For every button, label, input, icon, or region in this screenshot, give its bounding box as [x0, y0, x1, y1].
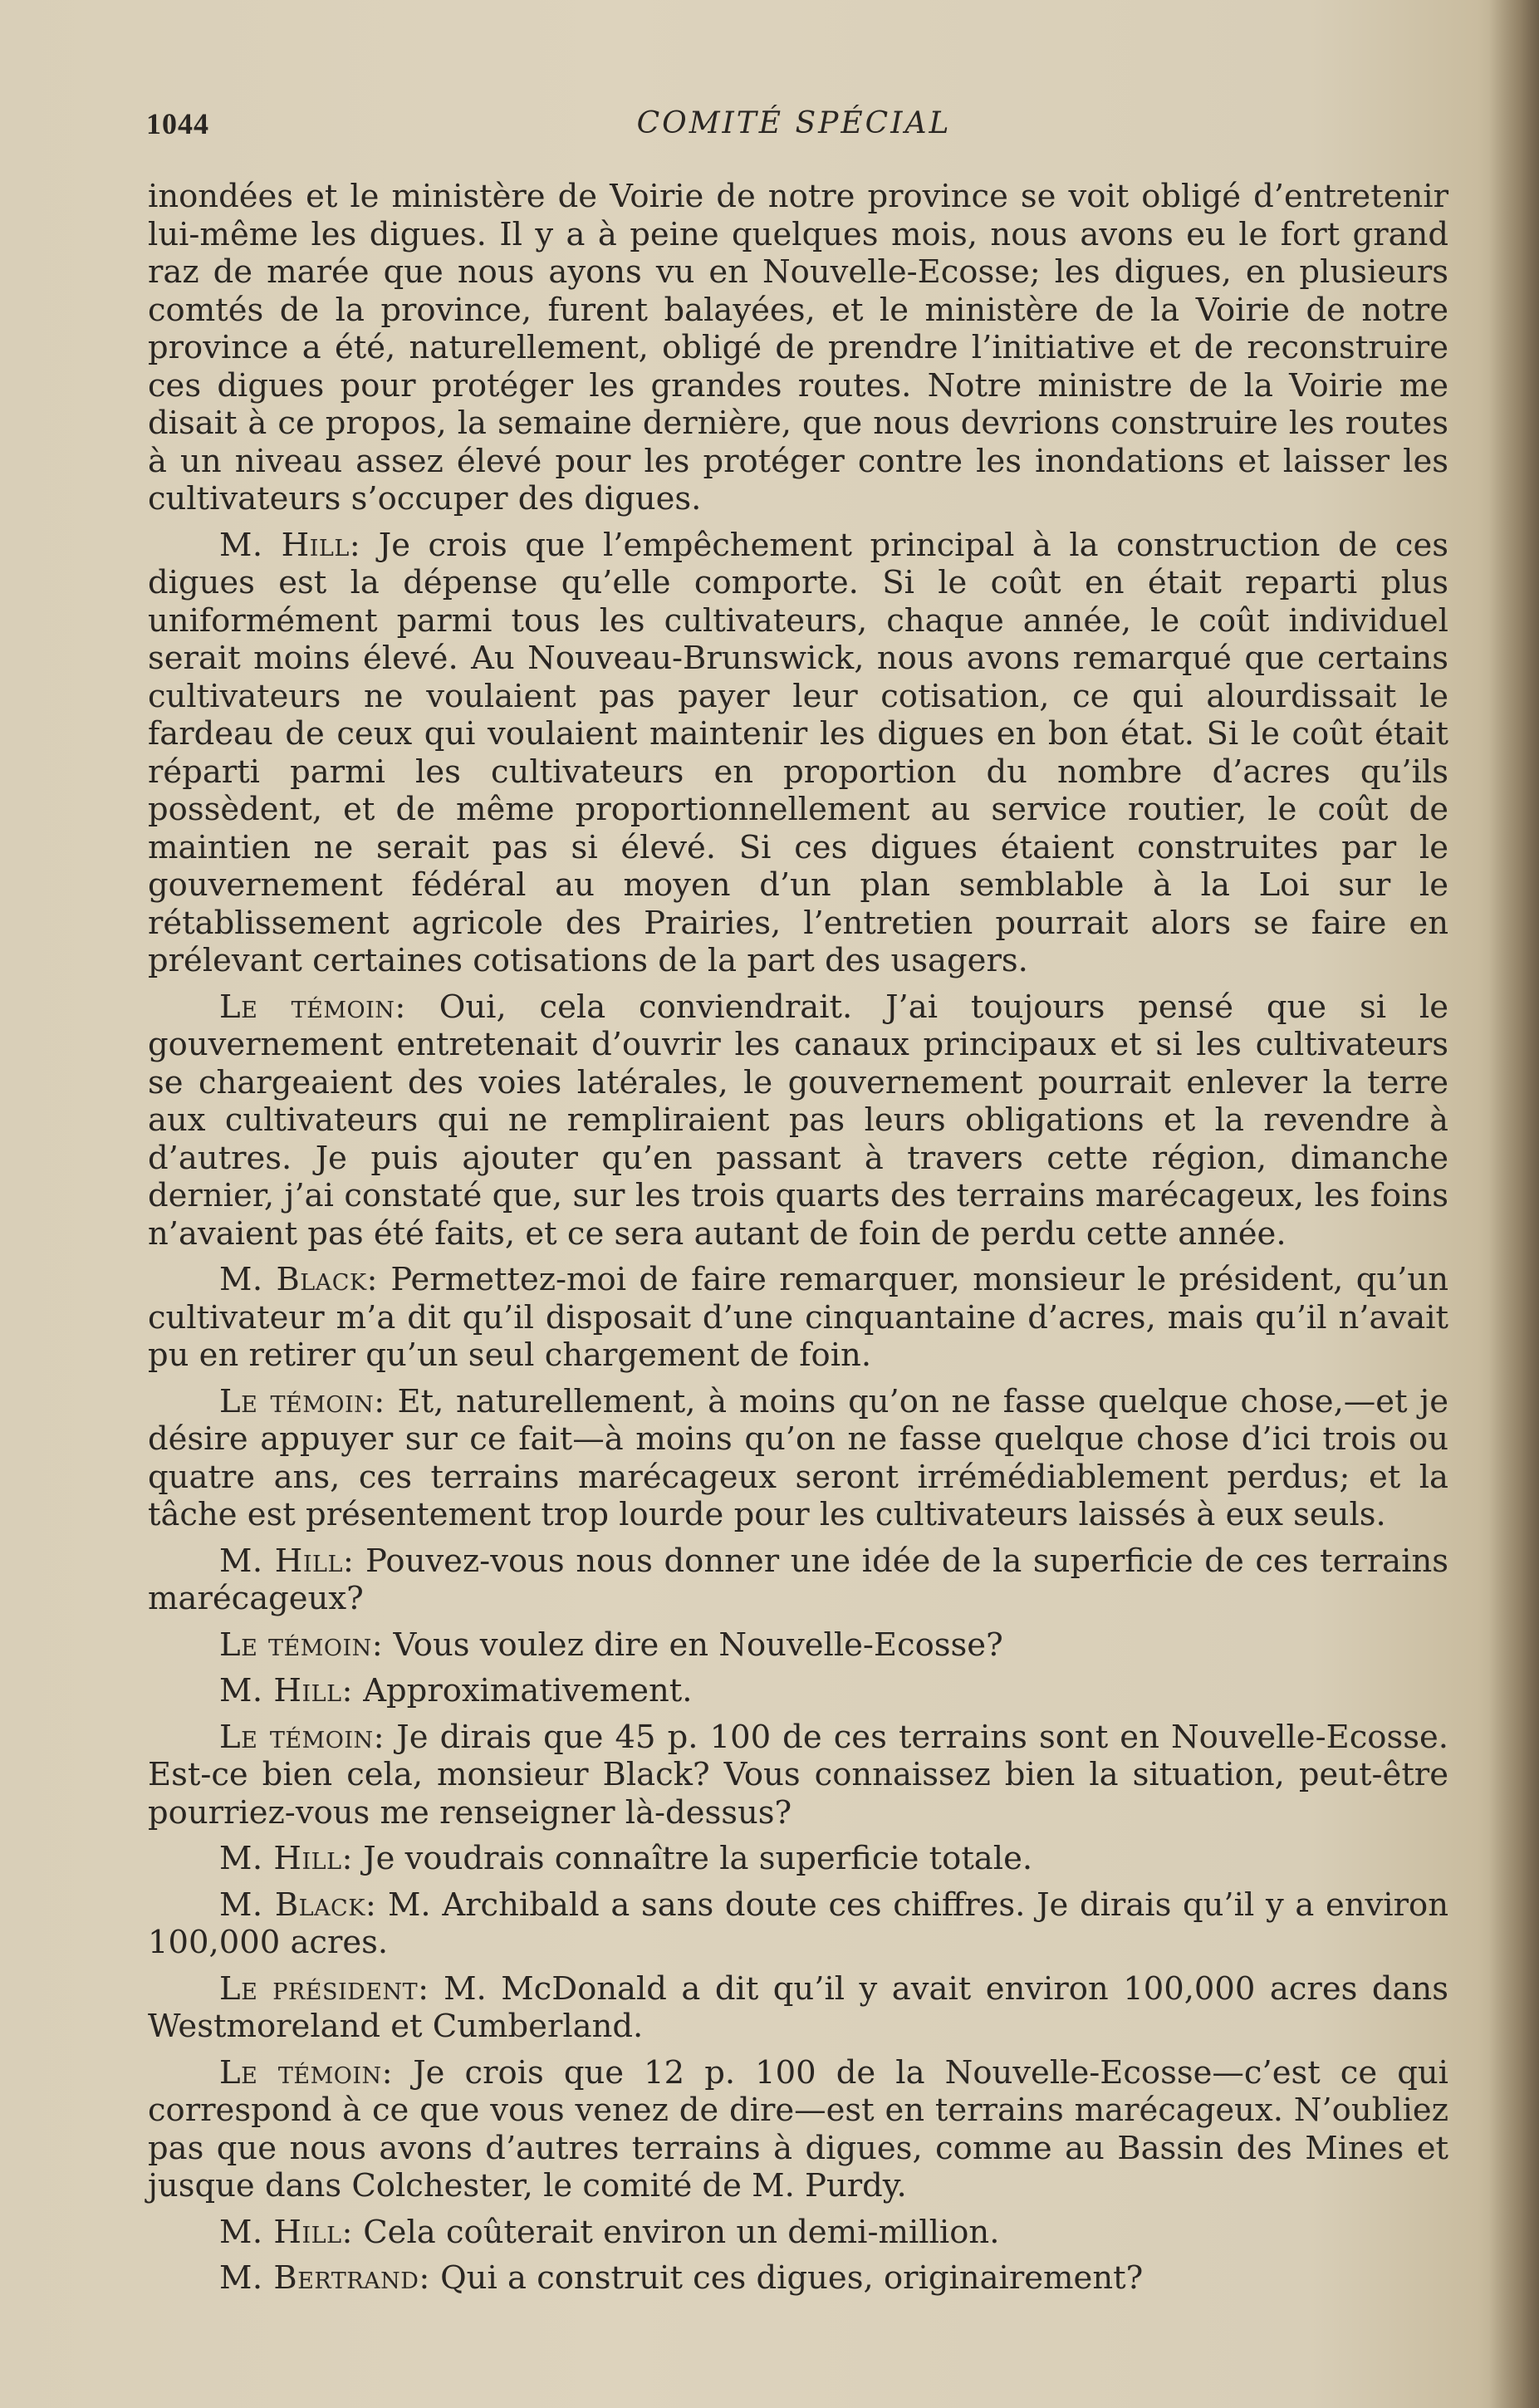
speaker-label: M. Black:: [219, 1261, 379, 1298]
paragraph: [148, 1542, 1448, 1618]
paragraph: [148, 1719, 1448, 1832]
paragraph: [148, 988, 1448, 1253]
speaker-label: M. Bertrand:: [219, 2259, 430, 2297]
paragraph: [148, 1626, 1448, 1665]
paragraph: [148, 178, 1448, 518]
speaker-label: Le témoin:: [219, 1718, 385, 1756]
speaker-label: Le président:: [219, 1969, 429, 2008]
paragraph: [148, 1970, 1448, 2046]
paragraph-text: Cela coûterait environ un demi-million.: [363, 2213, 1000, 2251]
paragraph-text: Pouvez-vous nous donner une idée de la superficie de ces terrains marécageux?: [148, 1542, 1449, 1617]
paragraph-text: Je crois que l’empêchement principal à la construction de ces digues est la dépense qu’elle comporte. Si le coût en était reparti plus uniformément parmi tous les cultivateurs, chaque année, le coût individuel serait moins élevé. Au Nouveau-Brunswick, nous avons remarqué que certains cultivateurs ne voulaient pas payer leur cotisation, ce qui alourdissait le fardeau de ceux qui voulaient maintenir les digues en bon état. Si le coût était réparti parmi les cultivateurs en proportion du nombre d’acres qu’ils possèdent, et de même proportionnellement au service routier, le coût de maintien ne serait pas si élevé. Si ces digues étaient construites par le gouvernement fédéral au moyen d’un plan semblable à la Loi sur le rétablissement agricole des Prairies, l’entretien pourrait alors se faire en prélevant certaines cotisations de la part des usagers.: [148, 526, 1448, 979]
paragraph-text: Je voudrais connaître la superficie totale.: [363, 1840, 1033, 1877]
paragraph-text: Je crois que 12 p. 100 de la Nouvelle-Ecosse—c’est ce qui correspond à ce que vous venez de dire—est en terrains marécageux. N’oubliez pas que nous avons d’autres terrains à digues, comme au Bassin des Mines et jusque dans Colchester, le comité de M. Purdy.: [148, 2053, 1448, 2204]
speaker-label: Le témoin:: [219, 1626, 384, 1664]
speaker-label: M. Hill:: [219, 526, 361, 564]
paragraph: [148, 1672, 1448, 1710]
speaker-label: Le témoin:: [219, 988, 406, 1026]
paragraph-text: Et, naturellement, à moins qu’on ne fasse quelque chose,—et je désire appuyer sur ce fait—à moins qu’on ne fasse quelque chose d’ici trois ou quatre ans, ces terrains marécageux seront irrémédiablement perdus; et la tâche est présentement trop lourde pour les cultivateurs laissés à eux seuls.: [148, 1382, 1449, 1533]
paragraph-text: M. McDonald a dit qu’il y avait environ 100,000 acres dans Westmoreland et Cumberland.: [148, 1969, 1448, 2045]
paragraph: [148, 1886, 1448, 1962]
paragraph: [148, 1383, 1448, 1534]
page-edge-shadow: [1489, 0, 1539, 2408]
paragraph-text: M. Archibald a sans doute ces chiffres. Je dirais qu’il y a environ 100,000 acres.: [148, 1886, 1448, 1961]
body-text: [148, 178, 1448, 2306]
speaker-label: M. Hill:: [219, 1840, 353, 1877]
speaker-label: Le témoin:: [219, 1382, 385, 1420]
page-header: [146, 106, 1442, 156]
speaker-label: Le témoin:: [219, 2053, 394, 2092]
paragraph: [148, 1261, 1448, 1375]
speaker-label: M. Black:: [219, 1886, 377, 1924]
paragraph-text: Permettez-moi de faire remarquer, monsieur le président, qu’un cultivateur m’a dit qu’il disposait d’une cinquantaine d’acres, mais qu’il n’avait pu en retirer qu’un seul chargement de foin.: [148, 1261, 1448, 1374]
paragraph: [148, 2054, 1448, 2205]
running-title: COMITÉ SPÉCIAL: [636, 106, 952, 140]
paragraph-text: Qui a construit ces digues, originairement?: [440, 2259, 1144, 2297]
speaker-label: M. Hill:: [219, 1672, 353, 1709]
speaker-label: M. Hill:: [219, 2213, 353, 2251]
paragraph-text: Oui, cela conviendrait. J’ai toujours pensé que si le gouvernement entretenait d’ouvrir les canaux principaux et si les cultivateurs se chargeaient des voies latérales, le gouvernement pourrait enlever la terre aux cultivateurs qui ne rempliraient pas leurs obligations et la revendre à d’autres. Je puis ajouter qu’en passant à travers cette région, dimanche dernier, j’ai constaté que, sur les trois quarts des terrains marécageux, les foins n’avaient pas été faits, et ce sera autant de foin de perdu cette année.: [148, 988, 1448, 1253]
page-number: 1044: [146, 107, 209, 140]
paragraph-text: Vous voulez dire en Nouvelle-Ecosse?: [393, 1626, 1003, 1664]
speaker-label: M. Hill:: [219, 1542, 355, 1580]
paragraph: [148, 2214, 1448, 2252]
paragraph: [148, 2259, 1448, 2298]
paragraph-text: Approximativement.: [363, 1672, 693, 1709]
paragraph: [148, 1840, 1448, 1878]
paragraph: [148, 527, 1448, 980]
paragraph-text: inondées et le ministère de Voirie de notre province se voit obligé d’entretenir lui-même les digues. Il y a à peine quelques mois, nous avons eu le fort grand raz de marée que nous ayons vu en Nouvelle-Ecosse; les digues, en plusieurs comtés de la province, furent balayées, et le ministère de la Voirie de notre province a été, naturellement, obligé de prendre l’initiative et de reconstruire ces digues pour protéger les grandes routes. Notre ministre de la Voirie me disait à ce propos, la semaine dernière, que nous devrions construire les routes à un niveau assez élevé pour les protéger contre les inondations et laisser les cultivateurs s’occuper des digues.: [148, 178, 1448, 517]
paragraph-text: Je dirais que 45 p. 100 de ces terrains sont en Nouvelle-Ecosse. Est-ce bien cela, monsieur Black? Vous connaissez bien la situation, peut-être pourriez-vous me renseigner là-dessus?: [148, 1718, 1448, 1832]
